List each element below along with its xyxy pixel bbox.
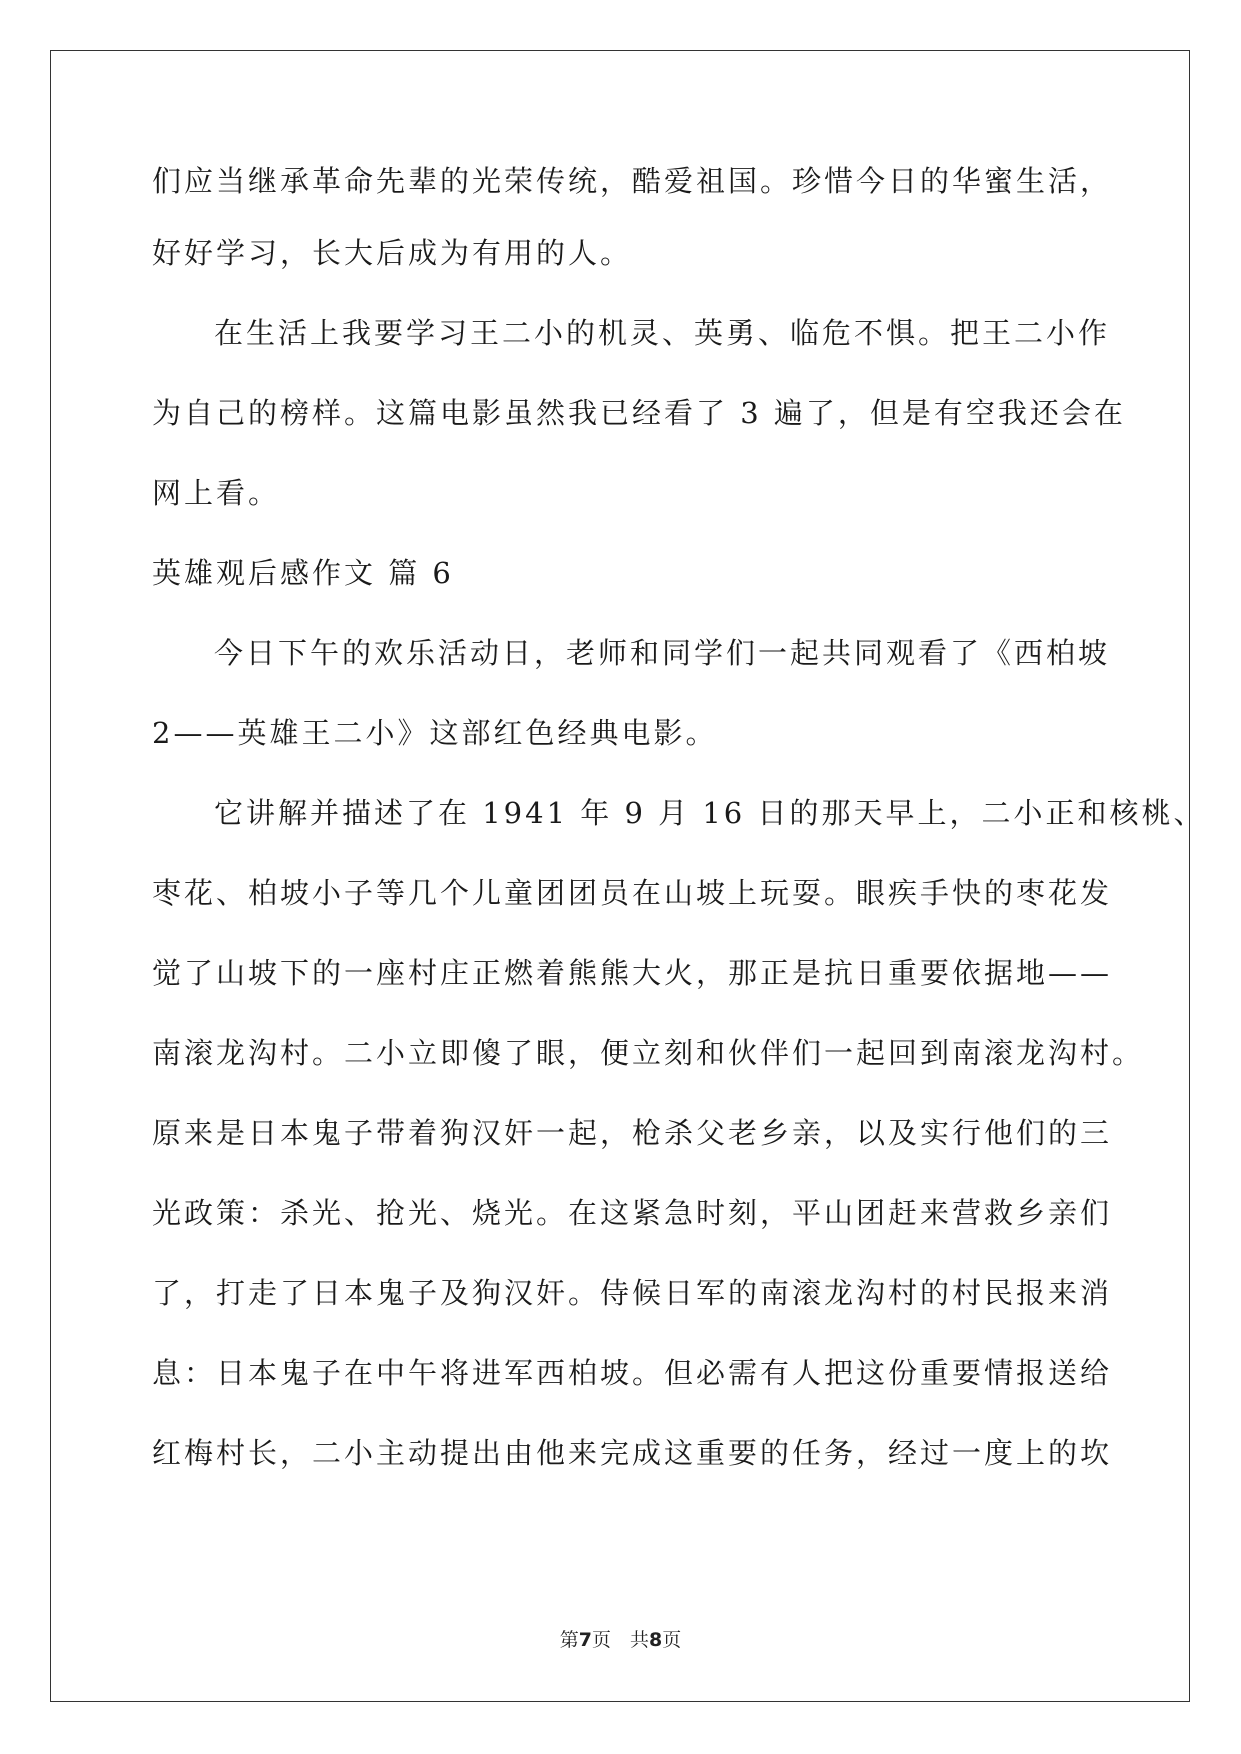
text-line: 好好学习，长大后成为有用的人。 bbox=[152, 236, 633, 270]
paragraph-start: 今日下午的欢乐活动日，老师和同学们一起共同观看了《西柏坡 bbox=[214, 636, 1111, 670]
paragraph-start: 在生活上我要学习王二小的机灵、英勇、临危不惧。把王二小作 bbox=[214, 316, 1111, 350]
page-footer bbox=[0, 1625, 1241, 1652]
text-line: 红梅村长，二小主动提出由他来完成这重要的任务，经过一度上的坎 bbox=[152, 1436, 1113, 1470]
text-line: 南滚龙沟村。二小立即傻了眼，便立刻和伙伴们一起回到南滚龙沟村。 bbox=[152, 1036, 1145, 1070]
current-page-number: 7 bbox=[578, 1629, 592, 1651]
text-line: 原来是日本鬼子带着狗汉奸一起，枪杀父老乡亲，以及实行他们的三 bbox=[152, 1116, 1113, 1150]
text-line: 枣花、柏坡小子等几个儿童团团员在山坡上玩耍。眼疾手快的枣花发 bbox=[152, 876, 1113, 910]
text-line: 们应当继承革命先辈的光荣传统，酷爱祖国。珍惜今日的华蜜生活， bbox=[152, 164, 1113, 198]
page-suffix: 页 bbox=[662, 1629, 682, 1651]
text-line: 2——英雄王二小》这部红色经典电影。 bbox=[152, 716, 718, 750]
page-mid: 页 共 bbox=[591, 1629, 649, 1651]
document-body bbox=[152, 150, 1206, 1493]
text-line: 了，打走了日本鬼子及狗汉奸。侍候日军的南滚龙沟村的村民报来消 bbox=[152, 1276, 1113, 1310]
text-line: 为自己的榜样。这篇电影虽然我已经看了 3 遍了，但是有空我还会在 bbox=[152, 396, 1126, 430]
page-prefix: 第 bbox=[559, 1629, 579, 1651]
total-page-number: 8 bbox=[649, 1629, 663, 1651]
text-line: 息：日本鬼子在中午将进军西柏坡。但必需有人把这份重要情报送给 bbox=[152, 1356, 1113, 1390]
paragraph-start: 它讲解并描述了在 1941 年 9 月 16 日的那天早上，二小正和核桃、 bbox=[214, 796, 1206, 830]
text-line: 网上看。 bbox=[152, 476, 281, 510]
section-heading: 英雄观后感作文 篇 6 bbox=[152, 556, 454, 590]
text-line: 光政策：杀光、抢光、烧光。在这紧急时刻，平山团赶来营救乡亲们 bbox=[152, 1196, 1113, 1230]
text-line: 觉了山坡下的一座村庄正燃着熊熊大火，那正是抗日重要依据地—— bbox=[152, 956, 1113, 990]
